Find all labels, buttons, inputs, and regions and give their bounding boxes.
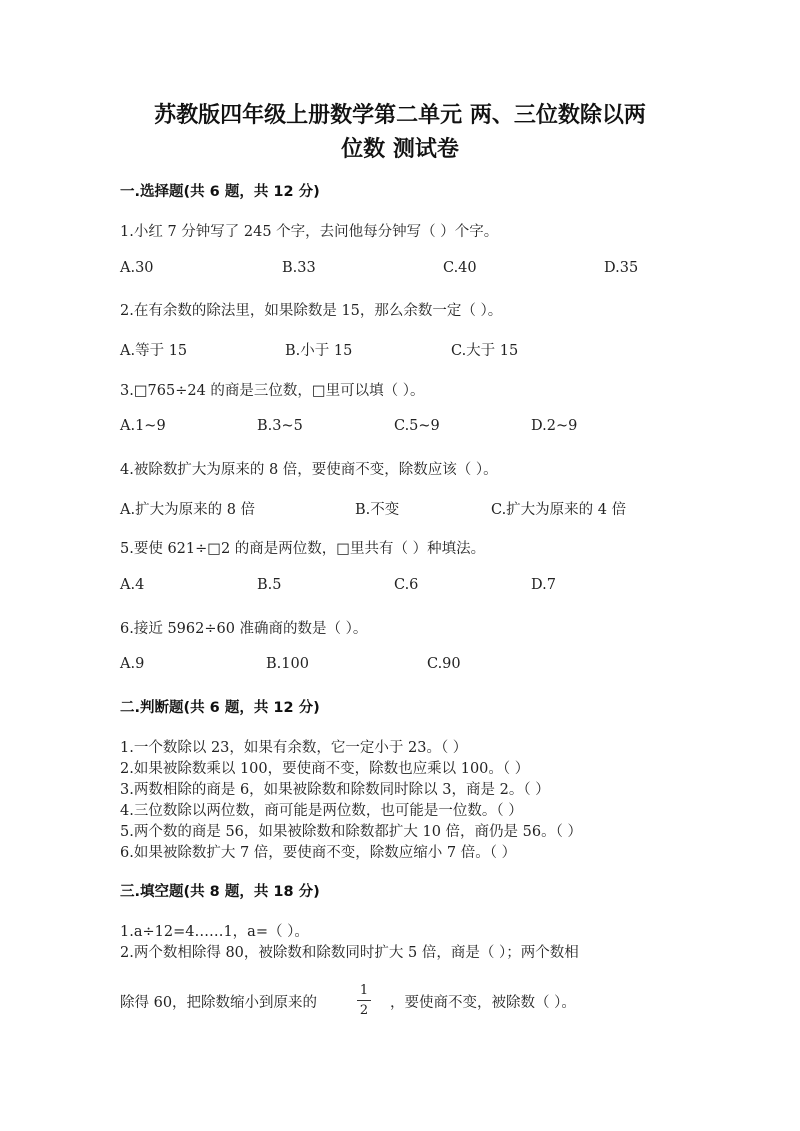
fraction-denominator: 2: [359, 1003, 369, 1018]
choice-option: A.4: [120, 577, 145, 593]
judge-question-6: 6.如果被除数扩大 7 倍，要使商不变，除数应缩小 7 倍。（ ）: [120, 845, 517, 861]
fraction-one-half: [357, 983, 371, 1018]
choice-option: D.7: [531, 577, 556, 593]
choice-option: C.扩大为原来的 4 倍: [491, 502, 627, 518]
choice-option: B.5: [257, 577, 282, 593]
judge-question-5: 5.两个数的商是 56，如果被除数和除数都扩大 10 倍，商仍是 56。（ ）: [120, 824, 582, 840]
choice-option: A.等于 15: [120, 343, 188, 359]
choice-option: B.100: [266, 656, 309, 672]
choice-option: D.2~9: [531, 418, 578, 434]
choice-option: A.9: [120, 656, 145, 672]
fill-question-2-line2-end: ，要使商不变，被除数（ ）。: [390, 995, 576, 1011]
section-heading-choice: 一.选择题(共 6 题，共 12 分): [120, 184, 320, 200]
choice-question-5: 5.要使 621÷□2 的商是两位数，□里共有（ ）种填法。: [120, 541, 486, 557]
page-title-line1: 苏教版四年级上册数学第二单元 两、三位数除以两: [154, 103, 646, 128]
choice-option: B.不变: [355, 502, 400, 518]
choice-option: C.6: [394, 577, 419, 593]
fill-question-2-line1: 2.两个数相除得 80，被除数和除数同时扩大 5 倍，商是（ ）；两个数相: [120, 945, 579, 961]
fraction-numerator: 1: [359, 983, 369, 998]
judge-question-2: 2.如果被除数乘以 100，要使商不变，除数也应乘以 100。（ ）: [120, 761, 530, 777]
fill-question-1: 1.a÷12=4……1，a=（ ）。: [120, 924, 309, 940]
section-heading-fill: 三.填空题(共 8 题，共 18 分): [120, 884, 320, 900]
choice-question-6: 6.接近 5962÷60 准确商的数是（ ）。: [120, 621, 368, 637]
choice-option: C.5~9: [394, 418, 440, 434]
choice-option: A.扩大为原来的 8 倍: [120, 502, 256, 518]
choice-question-4: 4.被除数扩大为原来的 8 倍，要使商不变，除数应该（ ）。: [120, 462, 498, 478]
choice-option: D.35: [604, 260, 639, 276]
page-title-line2: 位数 测试卷: [341, 137, 459, 162]
fraction-bar: [357, 1000, 371, 1001]
choice-option: B.33: [282, 260, 316, 276]
judge-question-3: 3.两数相除的商是 6，如果被除数和除数同时除以 3，商是 2。（ ）: [120, 782, 550, 798]
choice-option: B.3~5: [257, 418, 303, 434]
choice-option: C.大于 15: [451, 343, 519, 359]
judge-question-4: 4.三位数除以两位数，商可能是两位数，也可能是一位数。（ ）: [120, 803, 523, 819]
choice-question-2: 2.在有余数的除法里，如果除数是 15，那么余数一定（ ）。: [120, 303, 503, 319]
choice-option: B.小于 15: [285, 343, 353, 359]
choice-question-1: 1.小红 7 分钟写了 245 个字，去问他每分钟写（ ）个字。: [120, 224, 499, 240]
choice-option: C.40: [443, 260, 477, 276]
fill-question-2-line2-start: 除得 60，把除数缩小到原来的: [120, 995, 318, 1011]
choice-option: C.90: [427, 656, 461, 672]
section-heading-judge: 二.判断题(共 6 题，共 12 分): [120, 700, 320, 716]
choice-option: A.30: [120, 260, 154, 276]
judge-question-1: 1.一个数除以 23，如果有余数，它一定小于 23。（ ）: [120, 740, 468, 756]
choice-question-3: 3.□765÷24 的商是三位数，□里可以填（ ）。: [120, 383, 425, 399]
choice-option: A.1~9: [120, 418, 166, 434]
